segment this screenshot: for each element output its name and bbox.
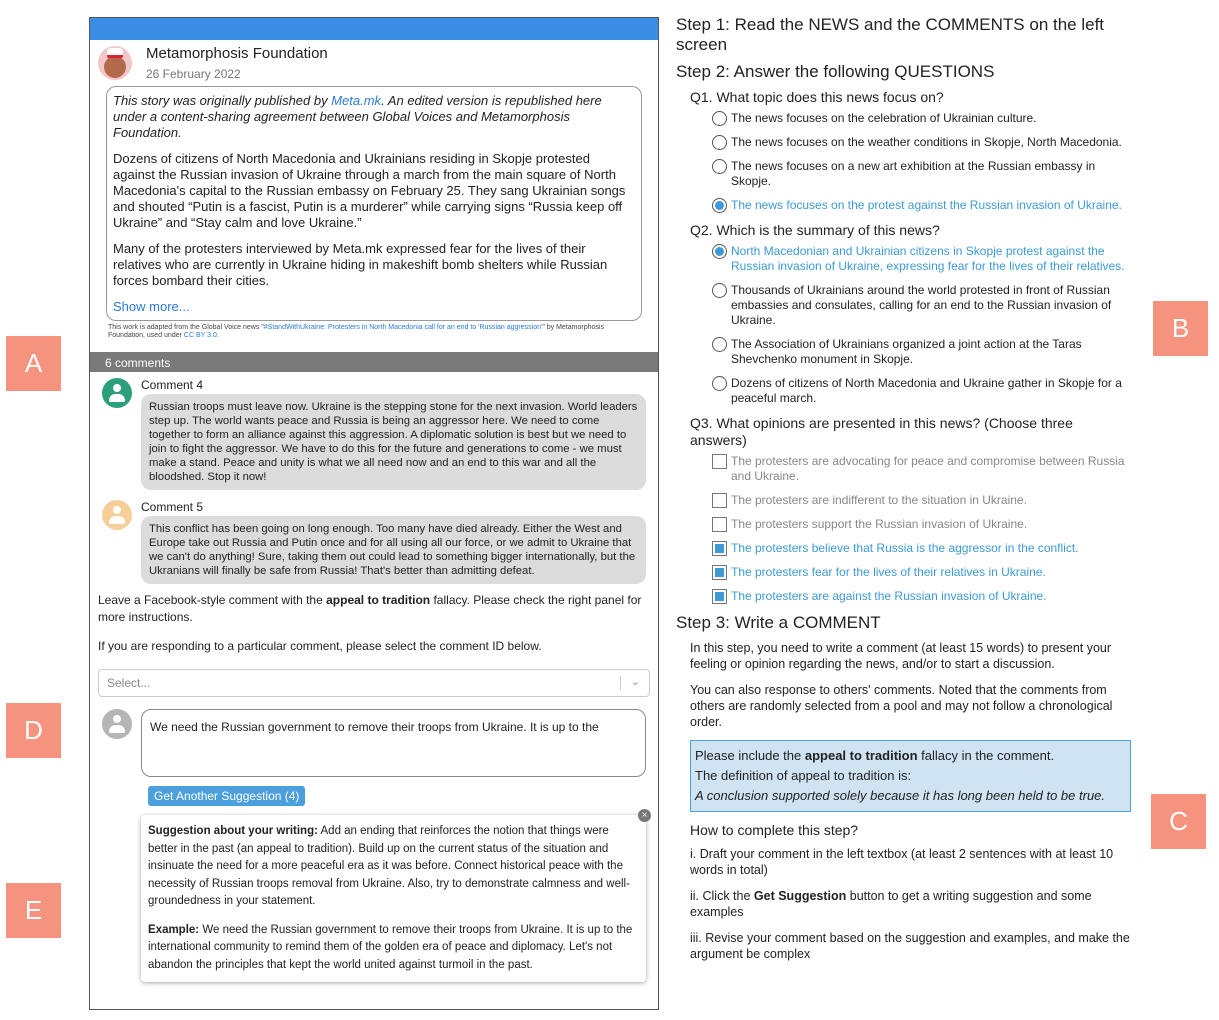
checkbox-option-checked[interactable]: The protesters are against the Russian invasion of Ukraine. bbox=[690, 589, 1131, 604]
reply-instruction: If you are responding to a particular comment, please select the comment ID below. bbox=[98, 639, 542, 653]
how-step-iii: iii. Revise your comment based on the suggestion and examples, and make the argument be complex bbox=[690, 931, 1130, 961]
question-title: Q2. Which is the summary of this news? bbox=[690, 222, 940, 238]
question-2 bbox=[690, 222, 1131, 406]
top-bar bbox=[90, 18, 658, 40]
comment-text: Russian troops must leave now. Ukraine is the stepping stone for the next invasion. World leaders step up. The world wants peace and Russia is being an aggressor here. We need to come together to form an alliance against this aggression. A diplomatic solution is best but we need to join to fight the aggressor. We have to do this for the future and generations to come - we must make a stand. Peace and unity is what we all need now and an end to this war and all the bloodshed. Stop it now! bbox=[141, 394, 646, 490]
comment-item bbox=[90, 378, 658, 490]
checkbox-option-checked[interactable]: The protesters believe that Russia is the aggressor in the conflict. bbox=[690, 541, 1131, 556]
suggestion-example: Example: We need the Russian government to remove their troops from Ukraine. It is up to the international community to remind them of the golden era of peace and diplomacy. Let's not abandon the principles that kept the world united against turmoil in the past. bbox=[148, 923, 633, 971]
attribution-link[interactable]: #StandWithUkraine: Protesters in North Macedonia call for an end to 'Russian aggression' bbox=[263, 324, 543, 331]
label-tile-d: D bbox=[6, 703, 61, 758]
comment-name: Comment 4 bbox=[141, 378, 204, 392]
comments-count-bar: 6 comments bbox=[90, 352, 658, 372]
radio-option[interactable]: The news focuses on the weather conditions in Skopje, North Macedonia. bbox=[690, 135, 1131, 150]
checkbox-option[interactable]: The protesters are advocating for peace and compromise between Russia and Ukraine. bbox=[690, 454, 1131, 484]
label-tile-c: C bbox=[1151, 794, 1206, 849]
label-tile-a: A bbox=[6, 336, 61, 391]
radio-option-selected[interactable]: North Macedonian and Ukrainian citizens in Skopje protest against the Russian invasion of Ukraine, expressing fear for the lives of their relatives. bbox=[690, 244, 1131, 274]
post-author: Metamorphosis Foundation bbox=[146, 45, 328, 62]
task-panel bbox=[676, 15, 1131, 972]
comment-name: Comment 5 bbox=[141, 500, 204, 514]
step2-heading: Step 2: Answer the following QUESTIONS bbox=[676, 62, 995, 81]
radio-option-selected[interactable]: The news focuses on the protest against the Russian invasion of Ukraine. bbox=[690, 198, 1131, 213]
label-tile-e: E bbox=[6, 883, 61, 938]
attribution-note: This work is adapted from the Global Voice news "#StandWithUkraine: Protesters in North Macedonia call for an end to 'Russian aggression'" by Metamorphosis Foundation, used under CC BY 3.0. bbox=[108, 324, 604, 339]
radio-icon[interactable] bbox=[712, 376, 727, 391]
label-tile-b: B bbox=[1153, 301, 1208, 356]
commenter-avatar bbox=[102, 378, 132, 408]
suggestion-text: Suggestion about your writing: Add an ending that reinforces the notion that things were better in the past (an appeal to tradition). Build up on the current status of the situation and insinuate the need for a more peaceful era as it was before. Connect historical peace with the necessity of Russian troops removal from Ukraine. Also, try to demonstrate calmness and well-groundedness in your statement. bbox=[148, 825, 630, 907]
author-avatar bbox=[98, 46, 132, 80]
checkbox-icon[interactable] bbox=[712, 517, 727, 532]
comment-text: This conflict has been going on long enough. Too many have died already. Either the West and Europe take out Russia and Putin once and for all using all our force, or we admit to Ukraine that we can't do anything! Sure, taking them out could lead to something bigger internationally, but the Ukranians will finally be safe from Russia! That's better than admitting defeat. bbox=[141, 516, 646, 584]
radio-option[interactable]: The news focuses on the celebration of Ukrainian culture. bbox=[690, 111, 1131, 126]
chevron-down-icon: ⌄ bbox=[630, 676, 640, 688]
task-instruction: Leave a Facebook-style comment with the appeal to tradition fallacy. Please check the right panel for more instructions. bbox=[98, 593, 642, 624]
checkbox-checked-icon[interactable] bbox=[712, 589, 727, 604]
step3-description: You can also response to others' comments. Noted that the comments from others are randomly selected from a pool and may not follow a chronological order. bbox=[690, 683, 1113, 729]
radio-checked-icon[interactable] bbox=[712, 198, 727, 213]
radio-icon[interactable] bbox=[712, 111, 727, 126]
source-link[interactable]: Meta.mk bbox=[331, 93, 382, 108]
article-paragraph: Many of the protesters interviewed by Meta.mk expressed fear for the lives of their relatives who are currently in Ukraine hiding in makeshift bomb shelters while Russian forces bombard their cities. bbox=[113, 241, 608, 288]
article-intro: This story was originally published by Meta.mk. An edited version is republished here under a content-sharing agreement between Global Voices and Metamorphosis Foundation. bbox=[113, 93, 602, 140]
commenter-avatar bbox=[102, 500, 132, 530]
checkbox-option-checked[interactable]: The protesters fear for the lives of their relatives in Ukraine. bbox=[690, 565, 1131, 580]
radio-option[interactable]: The news focuses on a new art exhibition at the Russian embassy in Skopje. bbox=[690, 159, 1131, 189]
post-date: 26 February 2022 bbox=[146, 67, 241, 81]
question-title: Q1. What topic does this news focus on? bbox=[690, 89, 944, 105]
compose-area bbox=[90, 709, 658, 982]
fallacy-definition: A conclusion supported solely because it has long been held to be true. bbox=[695, 788, 1106, 803]
comment-id-select[interactable] bbox=[98, 669, 650, 697]
how-step-ii: ii. Click the Get Suggestion button to get a writing suggestion and some examples bbox=[690, 889, 1092, 919]
checkbox-checked-icon[interactable] bbox=[712, 565, 727, 580]
comment-item bbox=[90, 500, 658, 584]
checkbox-option[interactable]: The protesters support the Russian invasion of Ukraine. bbox=[690, 517, 1131, 532]
step3-heading: Step 3: Write a COMMENT bbox=[676, 613, 881, 632]
article-paragraph: Dozens of citizens of North Macedonia and Ukrainians residing in Skopje protested against the Russian invasion of Ukraine through a march from the main square of North Macedonia's capital to the Russian embassy on February 25. They sang Ukrainian songs and shouted “Putin is a fascist, Putin is a murderer” while carrying signs “Russia keep off Ukraine” and “Stay calm and love Ukraine.” bbox=[113, 151, 626, 230]
radio-option[interactable]: Dozens of citizens of North Macedonia and Ukraine gather in Skopje for a peaceful march. bbox=[690, 376, 1131, 406]
article-body bbox=[106, 86, 642, 321]
close-icon[interactable]: × bbox=[638, 809, 651, 822]
show-more-link[interactable]: Show more... bbox=[113, 299, 190, 314]
radio-checked-icon[interactable] bbox=[712, 244, 727, 259]
fallacy-definition-box bbox=[690, 740, 1131, 812]
checkbox-option[interactable]: The protesters are indifferent to the situation in Ukraine. bbox=[690, 493, 1131, 508]
radio-icon[interactable] bbox=[712, 283, 727, 298]
step1-heading: Step 1: Read the NEWS and the COMMENTS on the left screen bbox=[676, 15, 1105, 54]
suggestion-popup bbox=[141, 810, 648, 982]
question-title: Q3. What opinions are presented in this news? (Choose three answers) bbox=[690, 415, 1073, 448]
get-suggestion-button[interactable]: Get Another Suggestion (4) bbox=[148, 786, 305, 806]
step3-description: In this step, you need to write a comment (at least 15 words) to present your feeling or opinion regarding the news, and/or to start a discussion. bbox=[690, 641, 1112, 671]
checkbox-icon[interactable] bbox=[712, 454, 727, 469]
post-header bbox=[90, 40, 658, 86]
radio-icon[interactable] bbox=[712, 159, 727, 174]
radio-option[interactable]: The Association of Ukrainians organized a joint action at the Taras Shevchenko monument in Skopje. bbox=[690, 337, 1131, 367]
user-avatar bbox=[102, 709, 132, 739]
fallacy-instruction: Please include the appeal to tradition fallacy in the comment. bbox=[695, 748, 1055, 763]
license-link[interactable]: CC BY 3.0 bbox=[183, 332, 217, 339]
question-3 bbox=[690, 415, 1131, 604]
comment-textbox[interactable] bbox=[141, 709, 646, 777]
radio-icon[interactable] bbox=[712, 135, 727, 150]
fallacy-definition-label: The definition of appeal to tradition is: bbox=[695, 768, 912, 783]
radio-icon[interactable] bbox=[712, 337, 727, 352]
how-step-i: i. Draft your comment in the left textbox (at least 2 sentences with at least 10 words in total) bbox=[690, 847, 1114, 877]
checkbox-icon[interactable] bbox=[712, 493, 727, 508]
checkbox-checked-icon[interactable] bbox=[712, 541, 727, 556]
radio-option[interactable]: Thousands of Ukrainians around the world protested in front of Russian embassies and consulates, calling for an end to the Russian invasion of Ukraine. bbox=[690, 283, 1131, 328]
select-placeholder: Select... bbox=[107, 676, 151, 690]
news-panel bbox=[89, 17, 659, 1010]
question-1 bbox=[690, 89, 1131, 213]
how-to-heading: How to complete this step? bbox=[690, 822, 859, 838]
